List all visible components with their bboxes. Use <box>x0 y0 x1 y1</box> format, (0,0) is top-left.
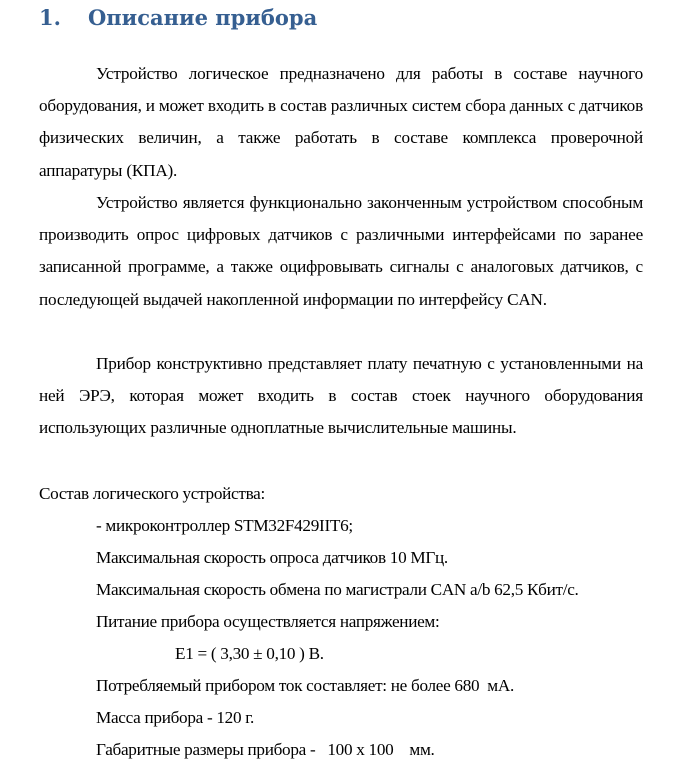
spec-current: Потребляемый прибором ток составляет: не более 680 мА. <box>96 676 514 695</box>
spec-poll-rate: Максимальная скорость опроса датчиков 10 МГц. <box>96 548 448 567</box>
section-number: 1. <box>39 5 61 30</box>
paragraph-functionality: Устройство является функционально законченным устройством способным производить опрос цифровых датчиков с различными интерфейсами по заранее записанной программе, а также оцифровывать сигналы с аналоговых датчиков, с последующей выдачей накопленной информации по интерфейсу CAN. <box>39 193 643 309</box>
composition-title: Состав логического устройства: <box>39 484 265 503</box>
spec-dimensions: Габаритные размеры прибора - 100 х 100 мм. <box>96 740 435 759</box>
paragraph-purpose: Устройство логическое предназначено для работы в составе научного оборудования, и может входить в состав различных систем сбора данных с датчиков физических величин, а также работать в составе комплекса проверочной аппаратуры (КПА). <box>39 64 643 180</box>
paragraph-construction: Прибор конструктивно представляет плату печатную с установленными на ней ЭРЭ, которая может входить в состав стоек научного оборудования использующих различные одноплатные вычислительные машины. <box>39 354 643 438</box>
spec-power: Питание прибора осуществляется напряжением: <box>96 612 440 631</box>
spec-can-rate: Максимальная скорость обмена по магистрали CAN a/b 62,5 Кбит/с. <box>96 580 579 599</box>
section-heading <box>39 2 317 34</box>
spec-mass: Масса прибора - 120 г. <box>96 708 255 727</box>
spec-microcontroller: - микроконтроллер STM32F429IIT6; <box>96 516 353 535</box>
section-title: Описание прибора <box>88 5 318 30</box>
spec-voltage: Е1 = ( 3,30 ± 0,10 ) В. <box>175 644 324 663</box>
